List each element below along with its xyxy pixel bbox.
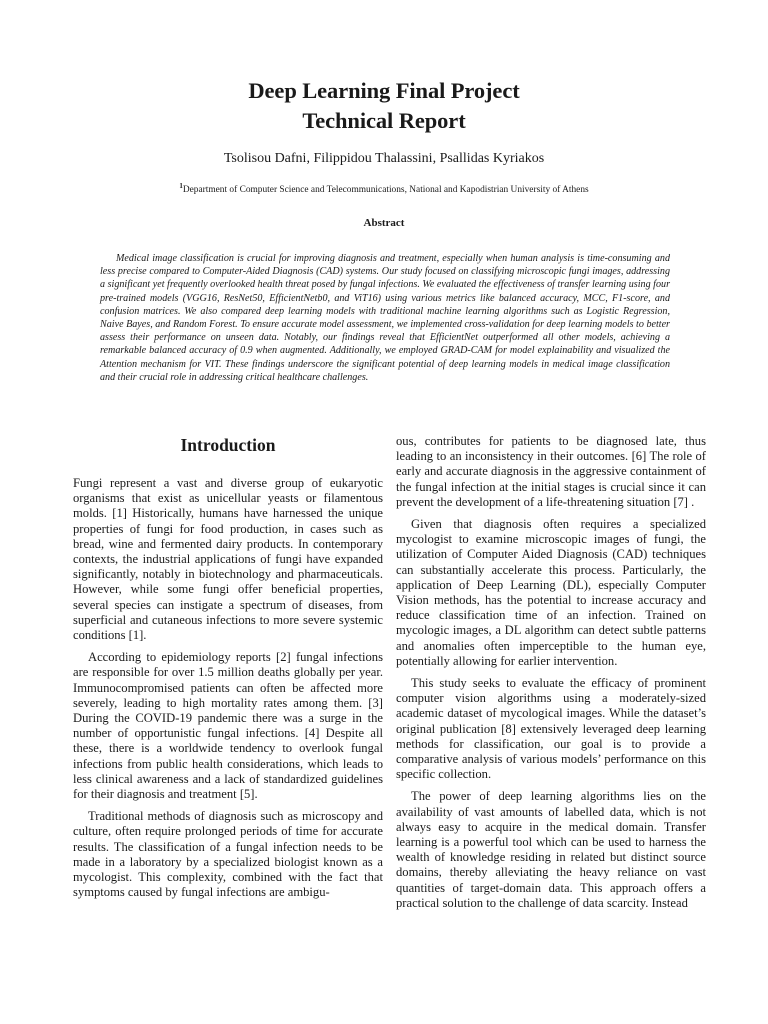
paper-title (84, 76, 684, 136)
title-line-2: Technical Report (302, 108, 466, 133)
affiliation-marker: 1 (179, 182, 183, 190)
paragraph: ous, contributes for patients to be diagnosed late, thus leading to an inconsistency in their outcomes. [6] The role of early and accurate diagnosis in the aggressive containment of the fungal infection at the initial stages is crucial since it can prevent the development of a life-threatening situation [7] . (396, 434, 706, 509)
abstract-body: Medical image classification is crucial for improving diagnosis and treatment, especially when human analysis is time-consuming and less precise compared to Computer-Aided Diagnosis (CAD) systems. Our study focused on classifying microscopic fungi images, addressing a significant yet frequently overlooked health threat posed by fungal infections. We evaluated the effectiveness of transfer learning using four pre-trained models (VGG16, ResNet50, EfficientNetb0, and ViT16) using various metrics like balanced accuracy, MCC, F1-score, and confusion matrices. We also compared deep learning models with traditional machine learning algorithms such as Logistic Regression, Naive Bayes, and Random Forest. To ensure accurate model assessment, we implemented cross-validation for deep learning models to better assess their performance on unseen data. Notably, our findings reveal that EfficientNet outperformed all other models, achieving a remarkable balanced accuracy of 0.9 when augmented. Additionally, we employed GRAD-CAM for model explainability and visualized the Attention mechanism for VIT. These findings underscore the significant potential of deep learning models in medical image classification and their crucial role in addressing critical healthcare challenges. (100, 253, 670, 383)
abstract-heading: Abstract (363, 217, 405, 229)
affiliation-text: Department of Computer Science and Telecommunications, National and Kapodistrian University of Athens (182, 185, 589, 195)
paragraph: According to epidemiology reports [2] fungal infections are responsible for over 1.5 million deaths globally per year. Immunocompromised patients can often be affected more severely, leading to high mortality rates among them. [3] During the COVID-19 pandemic there was a surge in the number of opportunistic fungal infections. [4] Despite all these, there is a worldwide tendency to overlook fungal infections from public health considerations, which leads to less clinical awareness and a lack of standardized guidelines for their diagnosis and treatment [5]. (73, 650, 383, 802)
right-column (396, 434, 706, 918)
affiliation (84, 182, 684, 195)
introduction-heading: Introduction (180, 435, 276, 455)
paragraph: This study seeks to evaluate the efficacy of prominent computer vision algorithms using a moderately-sized academic dataset of mycological images. While the dataset’s original publication [8] extensively leveraged deep learning methods for classification, our goal is to provide a comparative analysis of various models’ performance on this specific collection. (396, 676, 706, 782)
left-column (73, 430, 383, 907)
paragraph: Fungi represent a vast and diverse group of eukaryotic organisms that exist as unicellular yeasts or filamentous molds. [1] Historically, humans have harnessed the unique properties of fungi for food production, in cases such as bread, wine and fermented dairy products. In contemporary contexts, the industrial applications of fungi have expanded significantly, notably in biotechnology and pharmaceuticals. However, while some fungi offer beneficial properties, several species can instigate a spectrum of diseases, from superficial and cutaneous infections to more severe systemic conditions [1]. (73, 476, 383, 643)
author-list: Tsolisou Dafni, Filippidou Thalassini, Psallidas Kyriakos (223, 151, 545, 166)
paragraph: Traditional methods of diagnosis such as microscopy and culture, often require prolonged periods of time for accurate results. The classification of a fungal infection needs to be made in a laboratory by a specialized biologist known as a mycologist. This complexity, combined with the fact that symptoms caused by fungal infections are ambigu- (73, 809, 383, 900)
title-line-1: Deep Learning Final Project (248, 78, 520, 103)
paragraph: Given that diagnosis often requires a specialized mycologist to examine microscopic images of fungi, the utilization of Computer Aided Diagnosis (CAD) techniques can substantially accelerate this process. Particularly, the application of Deep Learning (DL), especially Computer Vision methods, has the potential to increase accuracy and reduce classification time of an infection. Trained on mycologic images, a DL algorithm can detect subtle patterns and anomalies often imperceptible to the human eye, potentially allowing for earlier intervention. (396, 517, 706, 668)
paragraph: The power of deep learning algorithms lies on the availability of vast amounts of labelled data, which is not always easy to acquire in the medical domain. Transfer learning is a powerful tool which can be used to harness the wealth of knowledge residing in related but distinct source domains, thereby alleviating the heavy reliance on vast quantities of target-domain data. This approach offers a practical solution to the challenge of data scarcity. Instead (396, 789, 706, 910)
